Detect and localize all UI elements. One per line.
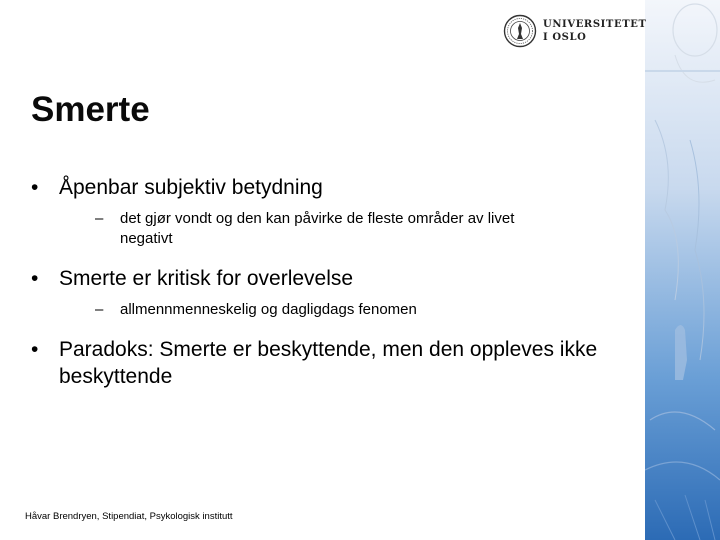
sub-bullet-mark: – xyxy=(95,210,104,227)
bullet-text-3: Paradoks: Smerte er beskyttende, men den oppleves ikke beskyttende xyxy=(59,338,598,388)
bullet-list xyxy=(31,174,631,400)
sub-bullet-item-2-1 xyxy=(31,300,631,320)
university-logo xyxy=(503,14,647,50)
sub-bullet-item-1-1 xyxy=(31,209,631,249)
sub-bullet-text-2-1: allmennmenneskelig og dagligdags fenomen xyxy=(120,301,417,318)
sub-bullet-text-1-1: det gjør vondt og den kan påvirke de fleste områder av livet negativt xyxy=(120,210,515,247)
logo-line-1: UNIVERSITETET xyxy=(543,19,647,30)
bullet-mark: • xyxy=(31,338,39,361)
slide-footer: Håvar Brendryen, Stipendiat, Psykologisk institutt xyxy=(25,511,233,522)
bullet-item-1 xyxy=(31,174,631,201)
logo-line-2: I OSLO xyxy=(543,32,587,43)
bullet-mark: • xyxy=(31,267,39,290)
sub-bullet-mark: – xyxy=(95,301,104,318)
slide-title: Smerte xyxy=(31,90,150,129)
bullet-item-3 xyxy=(31,336,631,390)
bullet-text-2: Smerte er kritisk for overlevelse xyxy=(59,267,354,290)
bullet-item-2 xyxy=(31,265,631,292)
side-panel-graphic xyxy=(645,0,720,540)
bullet-text-1: Åpenbar subjektiv betydning xyxy=(59,176,323,199)
decorative-side-panel xyxy=(645,0,720,540)
bullet-mark: • xyxy=(31,176,39,199)
university-seal-icon xyxy=(503,14,537,48)
